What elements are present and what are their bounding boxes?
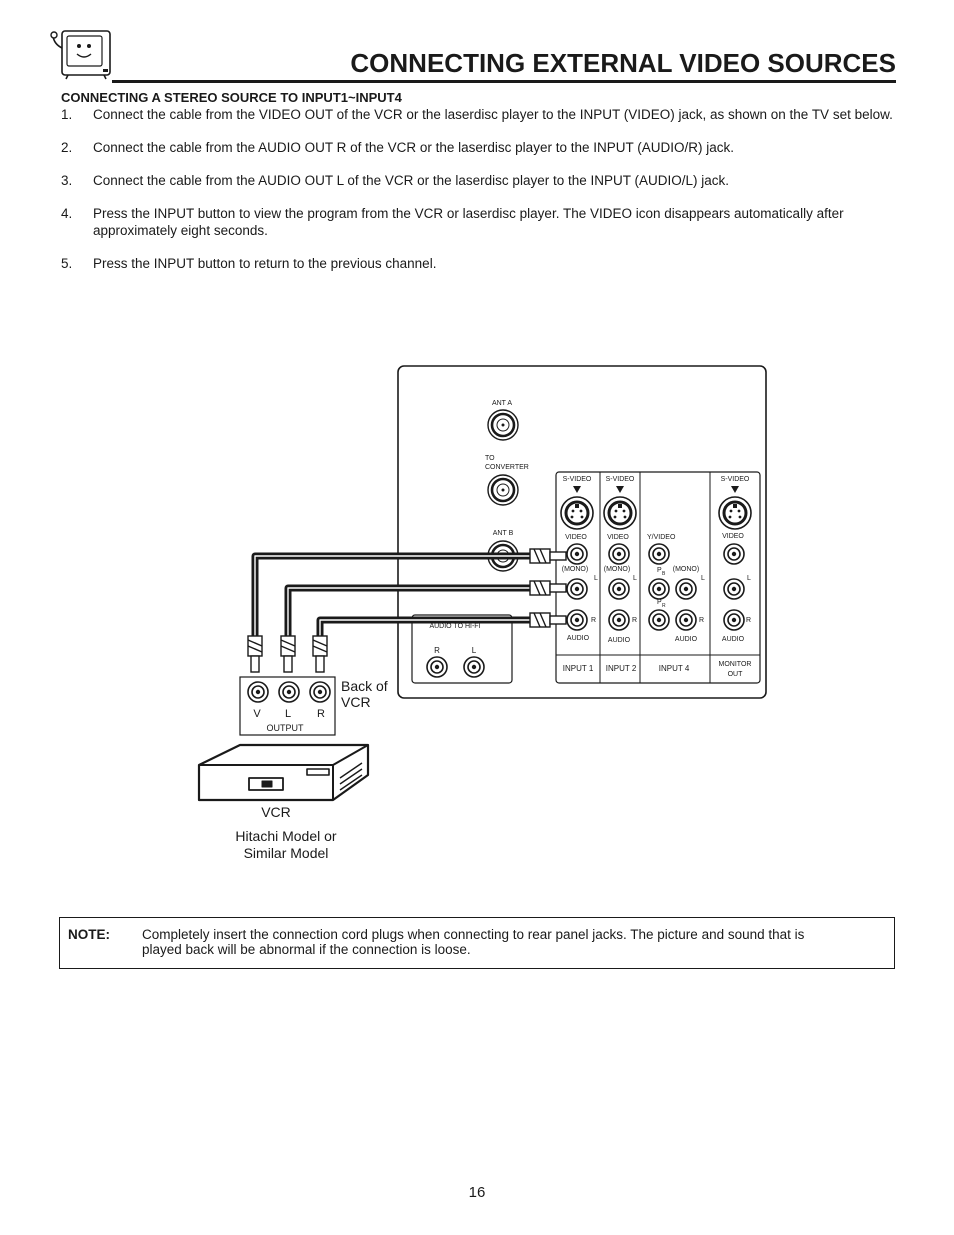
back-of-vcr-label: VCR: [341, 694, 371, 710]
s-video-label: S-VIDEO: [562, 476, 592, 483]
step-text: Connect the cable from the AUDIO OUT L of the VCR or the laserdisc player to the INPUT (AUDIO/L) jack.: [93, 173, 730, 188]
vcr-v-label: V: [253, 708, 261, 720]
input4-pr-jack: [649, 610, 669, 630]
note-label: NOTE:: [68, 927, 110, 942]
vcr-label: VCR: [261, 804, 291, 820]
y-video-label: Y/VIDEO: [647, 534, 676, 541]
note-line-1: Completely insert the connection cord plugs when connecting to rear panel jacks. The picture and sound that is: [142, 927, 805, 942]
hifi-l-jack: [464, 657, 484, 677]
input4-audio-l-jack: [676, 579, 696, 599]
input2-video-jack: [609, 544, 629, 564]
step-number: 2.: [61, 140, 73, 155]
ant-a-label: ANT A: [491, 400, 513, 407]
input2-s-video-jack: [604, 497, 636, 529]
mono-label: (MONO): [561, 566, 589, 573]
hifi-r-jack: [427, 657, 447, 677]
step-text: Press the INPUT button to return to the previous channel.: [93, 256, 437, 271]
input4-pb-jack: [649, 579, 669, 599]
input1-label: INPUT 1: [562, 664, 594, 673]
step-number: 3.: [61, 173, 73, 188]
pb-label: P: [657, 567, 662, 574]
pr-sub-label: R: [662, 603, 666, 609]
note-box: [59, 917, 895, 969]
mono-label: (MONO): [672, 566, 700, 573]
input4-audio-r-jack: [676, 610, 696, 630]
ant-b-label: ANT B: [492, 530, 514, 537]
monitor-label: MONITOR: [718, 661, 752, 668]
ant-a-jack: [488, 410, 518, 440]
input1-audio-r-jack: [567, 610, 587, 630]
input1-s-video-jack: [561, 497, 593, 529]
r-label: R: [591, 617, 597, 624]
audio-label: AUDIO: [721, 636, 745, 643]
page-number: 16: [468, 1184, 486, 1201]
step-number: 4.: [61, 206, 73, 221]
vcr-plugs: [248, 636, 327, 672]
vcr-audio-r-out-jack: [310, 682, 330, 702]
input1-video-jack: [567, 544, 587, 564]
l-label: L: [471, 646, 477, 655]
monitor-audio-l-jack: [724, 579, 744, 599]
r-label: R: [632, 617, 638, 624]
l-label: L: [747, 575, 751, 582]
output-label: OUTPUT: [266, 723, 304, 733]
input2-audio-r-jack: [609, 610, 629, 630]
step-text: Press the INPUT button to view the program from the VCR or laserdisc player. The VIDEO icon disappears automatically after approximately eight seconds.: [93, 206, 844, 238]
l-label: L: [633, 575, 637, 582]
audio-label: AUDIO: [607, 637, 631, 644]
audio-hifi-label: AUDIO TO HI-FI: [429, 623, 481, 630]
r-label: R: [699, 617, 705, 624]
input4-label: INPUT 4: [658, 664, 690, 673]
pb-sub-label: B: [662, 571, 666, 577]
step-number: 1.: [61, 107, 73, 122]
vcr-unit-icon: [199, 745, 368, 800]
converter-label: CONVERTER: [485, 464, 529, 471]
page-title: CONNECTING EXTERNAL VIDEO SOURCES: [350, 48, 896, 78]
input2-audio-l-jack: [609, 579, 629, 599]
model-line-2: Similar Model: [243, 845, 329, 861]
input2-label: INPUT 2: [605, 664, 637, 673]
s-video-label: S-VIDEO: [720, 476, 750, 483]
step-number: 5.: [61, 256, 73, 271]
monitor-s-video-jack: [719, 497, 751, 529]
r-label: R: [746, 617, 752, 624]
pr-label: P: [657, 599, 662, 606]
video-label: VIDEO: [607, 534, 629, 541]
video-label: VIDEO: [722, 533, 744, 540]
audio-label: AUDIO: [674, 636, 698, 643]
step-text: Connect the cable from the VIDEO OUT of the VCR or the laserdisc player to the INPUT (VIDEO) jack, as shown on the TV set below.: [93, 107, 893, 122]
monitor-video-jack: [724, 544, 744, 564]
vcr-r-label: R: [317, 708, 325, 720]
note-line-2: played back will be abnormal if the connection is loose.: [142, 942, 471, 957]
back-of-label: Back of: [341, 678, 388, 694]
s-video-label: S-VIDEO: [605, 476, 635, 483]
monitor-audio-r-jack: [724, 610, 744, 630]
step-text: Connect the cable from the AUDIO OUT R of the VCR or the laserdisc player to the INPUT (AUDIO/R) jack.: [93, 140, 734, 155]
input1-audio-l-jack: [567, 579, 587, 599]
input4-y-video-jack: [649, 544, 669, 564]
model-line-1: Hitachi Model or: [235, 828, 337, 844]
l-label: L: [701, 575, 705, 582]
r-label: R: [434, 646, 440, 655]
vcr-l-label: L: [284, 708, 292, 720]
note-text: [142, 927, 882, 957]
to-converter-jack: [488, 475, 518, 505]
audio-label: AUDIO: [566, 635, 590, 642]
to-label: TO: [485, 455, 495, 462]
out-label: OUT: [727, 671, 743, 678]
video-label: VIDEO: [565, 534, 587, 541]
mono-label: (MONO): [603, 566, 631, 573]
l-label: L: [594, 575, 598, 582]
vcr-audio-l-out-jack: [279, 682, 299, 702]
section-subtitle: CONNECTING A STEREO SOURCE TO INPUT1~INPUT4: [61, 90, 402, 105]
vcr-video-out-jack: [248, 682, 268, 702]
